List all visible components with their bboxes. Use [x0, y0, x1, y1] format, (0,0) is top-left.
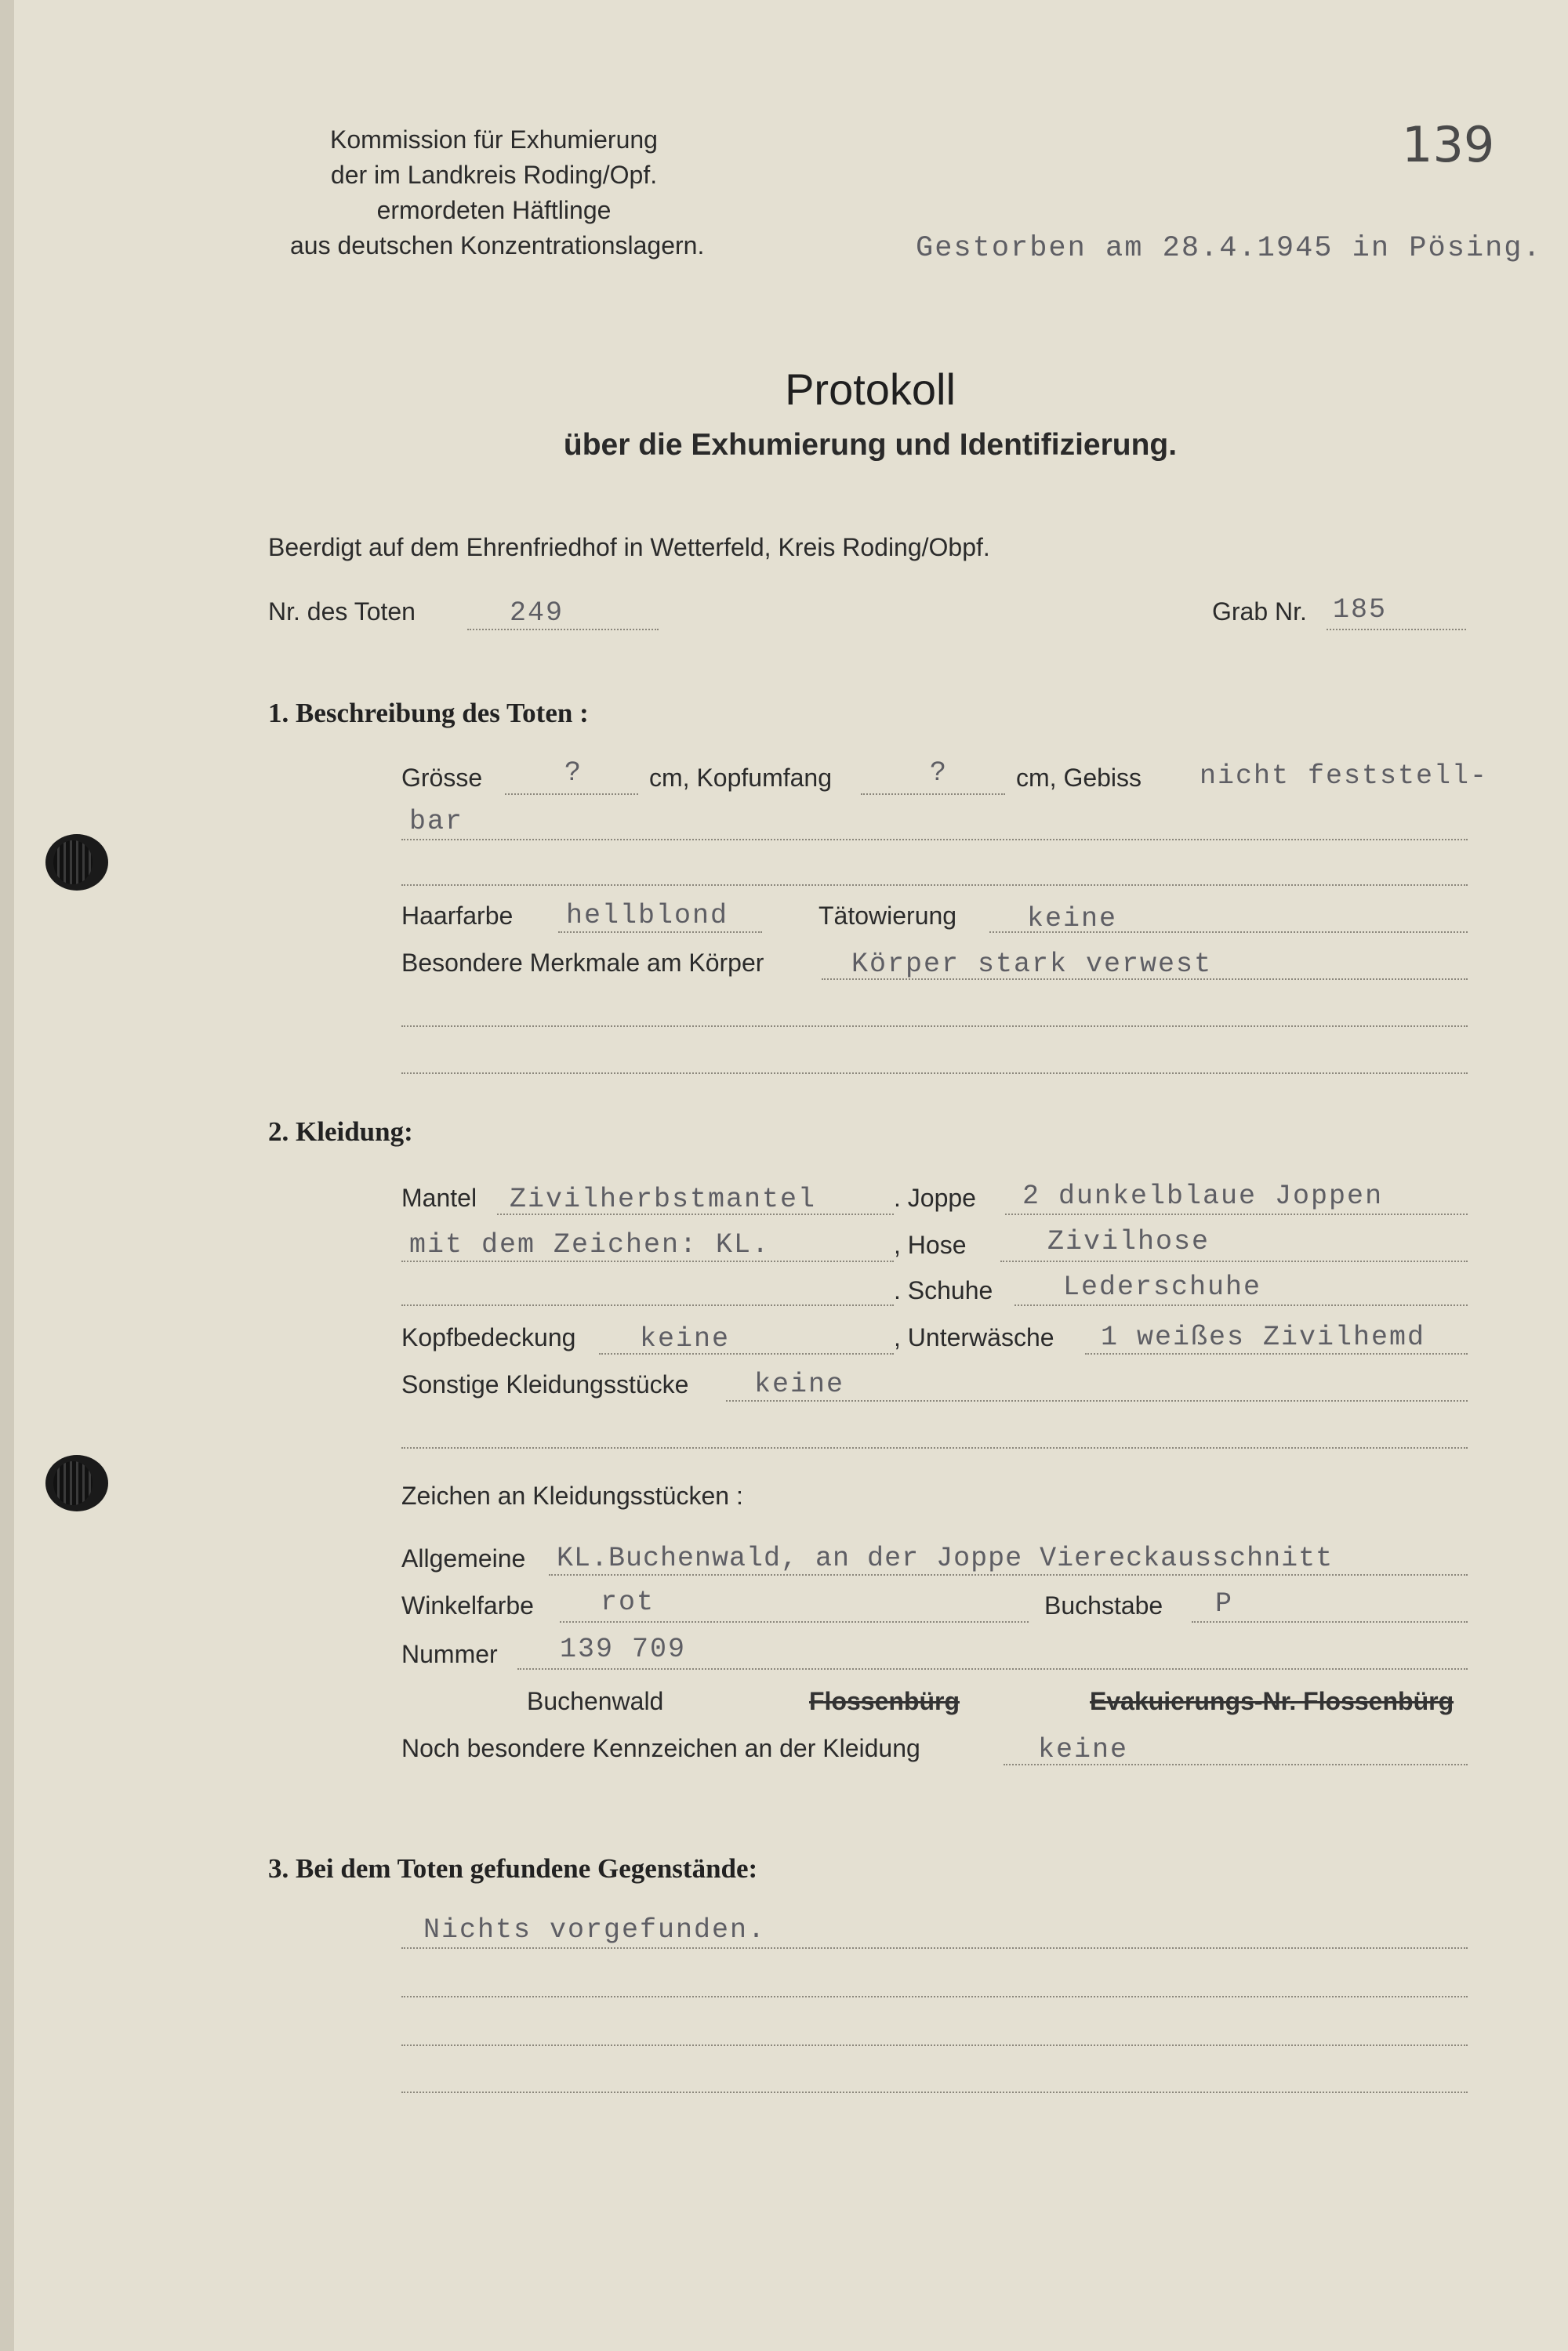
commission-line: ermordeten Häftlinge	[376, 196, 612, 224]
death-note: Gestorben am 28.4.1945 in Pösing.	[916, 232, 1542, 265]
teeth-line-2	[401, 839, 1468, 840]
grave-number-value: 185	[1333, 594, 1388, 626]
teeth-value-continued: bar	[409, 806, 464, 837]
teeth-label: cm, Gebiss	[1016, 764, 1142, 792]
commission-header	[290, 122, 705, 263]
trousers-label: , Hose	[894, 1231, 967, 1259]
special-marks-label: Besondere Merkmale am Körper	[401, 949, 764, 977]
burial-text: Beerdigt auf dem Ehrenfriedhof in Wetterfeld, Kreis Roding/Obpf.	[268, 533, 990, 561]
headwear-label: Kopfbedeckung	[401, 1323, 576, 1351]
camp-flossenbuerg: Flossenbürg	[809, 1687, 960, 1715]
general-marks-line	[549, 1574, 1468, 1576]
height-label: Grösse	[401, 764, 483, 792]
head-circumference-value: ?	[930, 757, 949, 789]
underwear-line	[1085, 1353, 1468, 1355]
dead-number-line	[467, 629, 659, 630]
blank-line	[401, 1304, 894, 1306]
blank-line	[401, 2092, 1468, 2093]
triangle-color-line	[560, 1621, 1029, 1623]
head-circumference-label: cm, Kopfumfang	[649, 764, 832, 792]
blank-line	[401, 1025, 1468, 1027]
blank-line	[401, 1072, 1468, 1074]
trousers-line	[1000, 1261, 1468, 1262]
commission-line: der im Landkreis Roding/Opf.	[330, 161, 658, 189]
letter-value: P	[1215, 1588, 1234, 1620]
underwear-value: 1 weißes Zivilhemd	[1101, 1322, 1426, 1353]
dead-number-label: Nr. des Toten	[268, 597, 416, 626]
jacket-value: 2 dunkelblaue Joppen	[1022, 1181, 1384, 1212]
section-1-heading: 1. Beschreibung des Toten :	[268, 698, 589, 728]
special-marks-value: Körper stark verwest	[851, 949, 1213, 980]
shoes-value: Lederschuhe	[1063, 1272, 1262, 1303]
other-clothing-value: keine	[754, 1369, 845, 1400]
head-circumference-line	[861, 793, 1005, 795]
hair-color-line	[558, 931, 762, 933]
letter-line	[1192, 1621, 1468, 1623]
section-3-heading: 3. Bei dem Toten gefundene Gegenstände:	[268, 1853, 758, 1884]
shoes-line	[1014, 1304, 1468, 1306]
other-marks-label: Noch besondere Kennzeichen an der Kleidung	[401, 1734, 920, 1762]
general-marks-label: Allgemeine	[401, 1544, 526, 1573]
section-2-heading: 2. Kleidung:	[268, 1116, 413, 1147]
number-label: Nummer	[401, 1640, 498, 1668]
height-value: ?	[564, 757, 583, 789]
document-subtitle: über die Exhumierung und Identifizierung.	[563, 428, 1178, 462]
document-title: Protokoll	[785, 365, 956, 414]
triangle-color-label: Winkelfarbe	[401, 1591, 534, 1620]
page-number: 139	[1402, 116, 1495, 173]
other-clothing-line	[726, 1400, 1468, 1402]
coat-line-2	[401, 1261, 894, 1262]
grave-number-line	[1327, 629, 1466, 630]
blank-line	[401, 1996, 1468, 1997]
blank-line	[401, 1447, 1468, 1449]
number-line	[517, 1668, 1468, 1670]
height-line	[505, 793, 638, 795]
camp-buchenwald: Buchenwald	[527, 1687, 664, 1715]
coat-value-continued: mit dem Zeichen: KL.	[409, 1229, 771, 1261]
blank-line	[401, 884, 1468, 886]
camp-evacuation-number: Evakuierungs-Nr. Flossenbürg	[1090, 1687, 1454, 1715]
hair-color-label: Haarfarbe	[401, 902, 514, 930]
punch-hole-bottom	[45, 1455, 108, 1511]
found-items-value: Nichts vorgefunden.	[423, 1914, 767, 1946]
hair-color-value: hellblond	[566, 900, 729, 931]
other-marks-value: keine	[1038, 1734, 1129, 1765]
found-items-line	[401, 1947, 1468, 1949]
jacket-line	[1005, 1214, 1468, 1215]
shoes-label: . Schuhe	[894, 1276, 993, 1304]
blank-line	[401, 2044, 1468, 2046]
letter-label: Buchstabe	[1044, 1591, 1163, 1620]
commission-line: aus deutschen Konzentrationslagern.	[290, 231, 705, 259]
underwear-label: , Unterwäsche	[894, 1323, 1054, 1351]
punch-hole-top	[45, 834, 108, 891]
number-value: 139 709	[560, 1634, 687, 1665]
clothing-marks-heading: Zeichen an Kleidungsstücken :	[401, 1482, 743, 1510]
trousers-value: Zivilhose	[1047, 1226, 1210, 1257]
tattoo-label: Tätowierung	[818, 902, 957, 930]
coat-label: Mantel	[401, 1184, 477, 1212]
teeth-value: nicht feststell-	[1200, 760, 1489, 792]
other-clothing-label: Sonstige Kleidungsstücke	[401, 1370, 689, 1399]
triangle-color-value: rot	[601, 1587, 655, 1618]
tattoo-value: keine	[1027, 903, 1118, 934]
paper-edge	[0, 0, 14, 2351]
commission-line: Kommission für Exhumierung	[330, 125, 658, 154]
general-marks-value: KL.Buchenwald, an der Joppe Viereckausschnitt	[557, 1543, 1334, 1574]
coat-value: Zivilherbstmantel	[510, 1184, 817, 1215]
headwear-value: keine	[640, 1323, 731, 1355]
grave-number-label: Grab Nr.	[1212, 597, 1307, 626]
dead-number-value: 249	[510, 597, 564, 629]
jacket-label: . Joppe	[894, 1184, 976, 1212]
